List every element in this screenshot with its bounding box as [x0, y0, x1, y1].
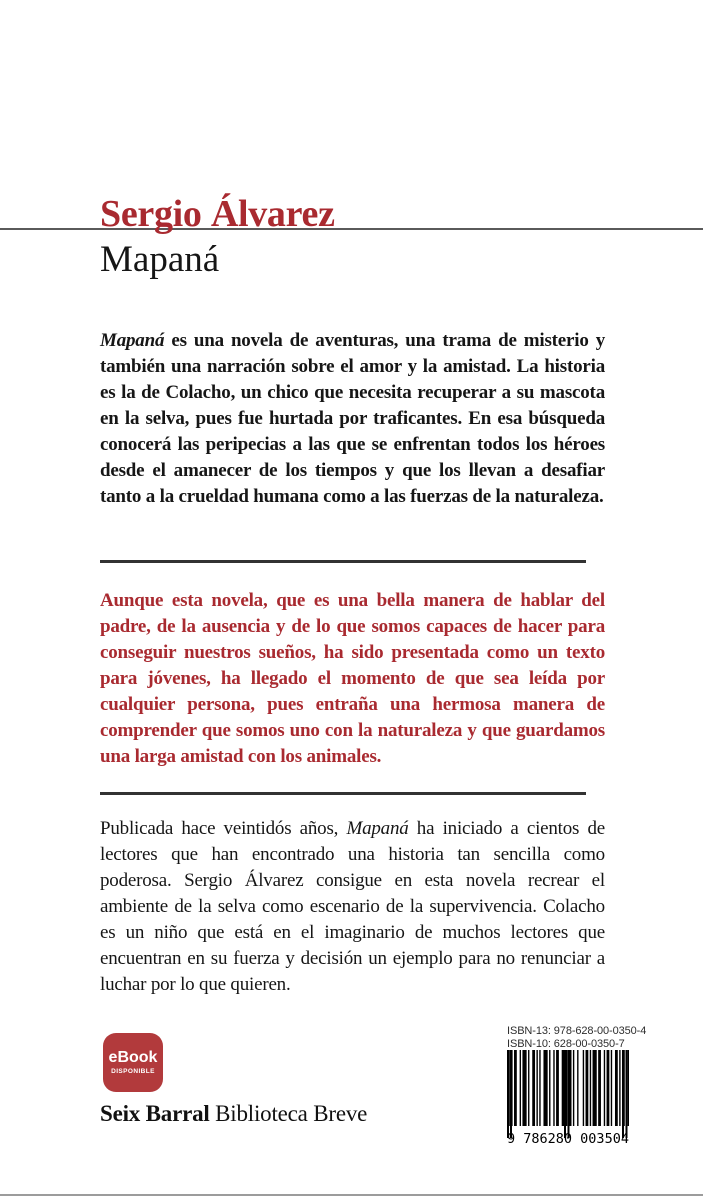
- ebook-badge-subtitle: DISPONIBLE: [111, 1068, 155, 1075]
- barcode: [507, 1050, 629, 1146]
- legacy-paragraph: Publicada hace veintidós años, Mapaná ha iniciado a cientos de lectores que han encontrado una historia tan sencilla como poderosa. Sergio Álvarez consigue en esta novela recrear el ambiente de la selva como escenario de la supervivencia. Colacho es un niño que está en el imaginario de muchos lectores que encuentran en su fuerza y decisión un ejemplo para no renunciar a luchar por lo que quieren.: [100, 818, 606, 995]
- ebook-badge-title: eBook: [108, 1049, 158, 1066]
- isbn-block: [507, 1025, 646, 1051]
- author-name: Sergio Álvarez: [100, 193, 335, 235]
- isbn10-text: ISBN-10: 628-00-0350-7: [507, 1038, 625, 1050]
- publisher-name: Seix Barral: [100, 1101, 210, 1126]
- synopsis-paragraph: Mapaná es una novela de aventuras, una trama de misterio y también una narración sobre el amor y la amistad. La historia es la de Colacho, un chico que necesita recuperar a su mascota en la selva, pues fue hurtada por traficantes. En esa búsqueda conocerá las peripecias a las que se enfrentan todos los héroes desde el amanecer de los tiempos y que los llevan a desafiar tanto a la crueldad humana como a las fuerzas de la naturaleza.: [100, 330, 605, 507]
- collection-name: Biblioteca Breve: [215, 1101, 368, 1126]
- page-bottom-rule: [0, 1194, 703, 1196]
- ebook-available-badge: [103, 1033, 163, 1092]
- divider-bottom: [100, 792, 586, 795]
- isbn13-text: ISBN-13: 978-628-00-0350-4: [507, 1025, 647, 1037]
- divider-top: [100, 560, 586, 563]
- barcode-digits: 9 786280 003504: [507, 1131, 629, 1146]
- quote-paragraph: Aunque esta novela, que es una bella manera de hablar del padre, de la ausencia y de lo que somos capaces de hacer para conseguir nuestros sueños, ha sido presentada como un texto para jóvenes, ha llegado el momento de que sea leída por cualquier persona, pues entraña una hermosa manera de comprender que somos uno con la naturaleza y que guardamos una larga amistad con los animales.: [100, 590, 605, 767]
- publisher-line: [100, 1101, 367, 1127]
- book-title: Mapaná: [100, 239, 220, 280]
- barcode-icon: [507, 1050, 629, 1146]
